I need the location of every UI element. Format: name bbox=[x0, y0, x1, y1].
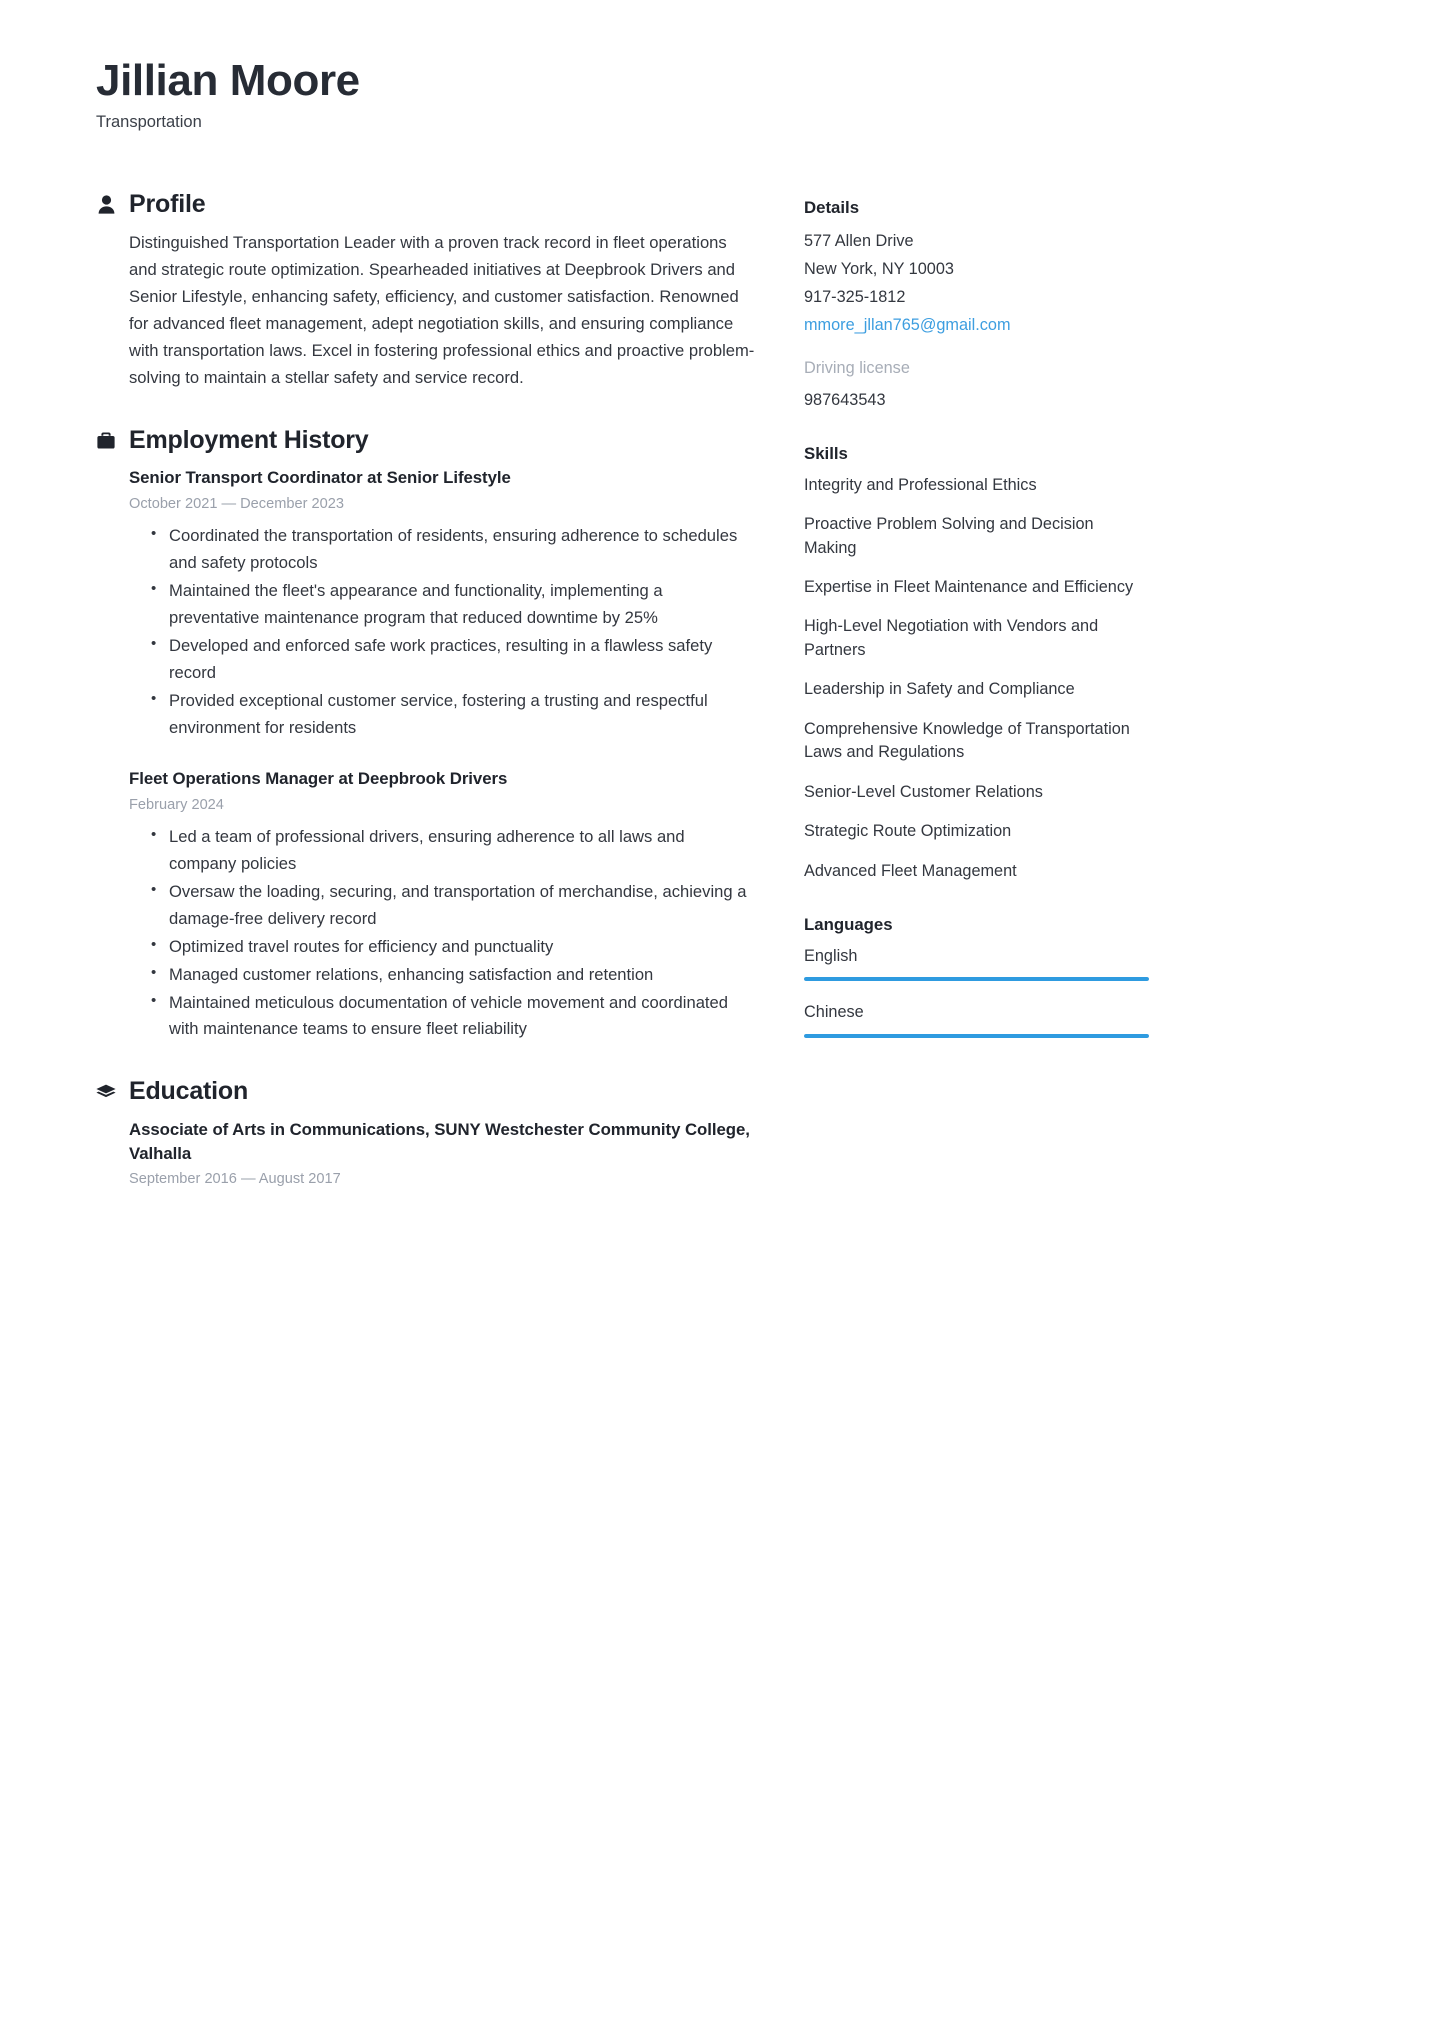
skill-item: High-Level Negotiation with Vendors and Partners bbox=[804, 617, 1099, 659]
person-icon bbox=[96, 195, 116, 214]
employment-entry-title: Senior Transport Coordinator at Senior Lifestyle bbox=[129, 468, 511, 488]
bullet-item: • Coordinated the transportation of residents, ensuring adherence to schedules and safety protocols bbox=[129, 523, 756, 577]
employment-entry-date: February 2024 bbox=[129, 796, 224, 813]
employment-entry-bullets bbox=[129, 523, 756, 741]
skills-block bbox=[804, 442, 1149, 883]
bullet-item: • Maintained meticulous documentation of vehicle movement and coordinated with maintenance teams to ensure fleet reliability bbox=[129, 990, 756, 1044]
education-entry-date: September 2016 — August 2017 bbox=[129, 1171, 341, 1188]
skill-item: Strategic Route Optimization bbox=[804, 822, 1012, 841]
education-section bbox=[96, 1077, 756, 1189]
details-title: Details bbox=[804, 197, 860, 217]
details-phone: 917-325-1812 bbox=[804, 288, 906, 307]
language-level-track bbox=[804, 1034, 1149, 1038]
education-section-body bbox=[96, 1118, 756, 1189]
bullet-item: • Managed customer relations, enhancing satisfaction and retention bbox=[129, 962, 756, 989]
bullet-item: • Maintained the fleet's appearance and functionality, implementing a preventative maintenance program that reduced downtime by 25% bbox=[129, 578, 756, 632]
skill-item: Expertise in Fleet Maintenance and Efficiency bbox=[804, 578, 1134, 597]
language-level-fill bbox=[804, 1034, 1149, 1038]
language-level-fill bbox=[804, 977, 1149, 981]
resume-header bbox=[96, 56, 1350, 134]
education-entry-title: Associate of Arts in Communications, SUNY Westchester Community College, Valhalla bbox=[129, 1120, 750, 1163]
sidebar-column bbox=[804, 190, 1149, 1068]
details-email-link[interactable]: mmore_jllan765@gmail.com bbox=[804, 316, 1011, 335]
skill-item: Integrity and Professional Ethics bbox=[804, 475, 1037, 494]
bullet-item: • Provided exceptional customer service, fostering a trusting and respectful environment for residents bbox=[129, 688, 756, 742]
employment-entry-title: Fleet Operations Manager at Deepbrook Drivers bbox=[129, 769, 508, 789]
skill-item: Proactive Problem Solving and Decision Making bbox=[804, 515, 1094, 557]
education-section-header bbox=[96, 1077, 756, 1106]
skill-item: Senior-Level Customer Relations bbox=[804, 782, 1043, 801]
employment-section-body bbox=[96, 466, 756, 1043]
skill-item: Comprehensive Knowledge of Transportation Laws and Regulations bbox=[804, 719, 1130, 762]
language-item bbox=[804, 945, 1149, 982]
profile-section-body bbox=[96, 230, 756, 391]
resume-columns bbox=[96, 190, 1350, 1224]
languages-title: Languages bbox=[804, 915, 893, 935]
bullet-item: • Optimized travel routes for efficiency and punctuality bbox=[129, 934, 756, 961]
language-name: English bbox=[804, 946, 858, 965]
employment-entry bbox=[129, 767, 756, 1043]
employment-entry-date: October 2021 — December 2023 bbox=[129, 495, 344, 512]
profile-section-title: Profile bbox=[129, 189, 206, 218]
employment-section bbox=[96, 426, 756, 1044]
candidate-job-title: Transportation bbox=[96, 113, 202, 132]
driving-license-value: 987643543 bbox=[804, 390, 886, 409]
details-block bbox=[804, 196, 1149, 412]
profile-text: Distinguished Transportation Leader with a proven track record in fleet operations and strategic route optimization. Spearheaded initiatives at Deepbrook Drivers and Senior Lifestyle, enhancing safety, efficiency, and customer satisfaction. Renowned for advanced fleet management, adept negotiation skills, and ensuring compliance with transportation laws. Excel in fostering professional ethics and proactive problem-solving to maintain a stellar safety and service record. bbox=[129, 233, 755, 387]
employment-entry bbox=[129, 466, 756, 741]
education-entry bbox=[129, 1118, 756, 1189]
graduation-cap-icon bbox=[96, 1084, 116, 1099]
language-item bbox=[804, 1001, 1149, 1038]
bullet-item: • Led a team of professional drivers, ensuring adherence to all laws and company policies bbox=[129, 824, 756, 878]
details-address: 577 Allen Drive bbox=[804, 232, 914, 251]
main-column bbox=[96, 190, 756, 1224]
employment-section-title: Employment History bbox=[129, 425, 369, 454]
briefcase-icon bbox=[96, 432, 116, 449]
bullet-item: • Developed and enforced safe work practices, resulting in a flawless safety record bbox=[129, 633, 756, 687]
language-level-track bbox=[804, 977, 1149, 981]
bullet-item: • Oversaw the loading, securing, and transportation of merchandise, achieving a damage-free delivery record bbox=[129, 879, 756, 933]
driving-license-label: Driving license bbox=[804, 359, 910, 378]
skill-item: Leadership in Safety and Compliance bbox=[804, 680, 1075, 699]
languages-block bbox=[804, 913, 1149, 1038]
profile-section-header bbox=[96, 190, 756, 219]
skills-title: Skills bbox=[804, 444, 848, 464]
candidate-name: Jillian Moore bbox=[96, 56, 360, 105]
profile-section bbox=[96, 190, 756, 392]
employment-section-header bbox=[96, 426, 756, 455]
education-section-title: Education bbox=[129, 1077, 249, 1106]
details-city: New York, NY 10003 bbox=[804, 260, 954, 279]
skill-item: Advanced Fleet Management bbox=[804, 861, 1017, 880]
employment-entry-bullets bbox=[129, 824, 756, 1043]
language-name: Chinese bbox=[804, 1003, 864, 1022]
